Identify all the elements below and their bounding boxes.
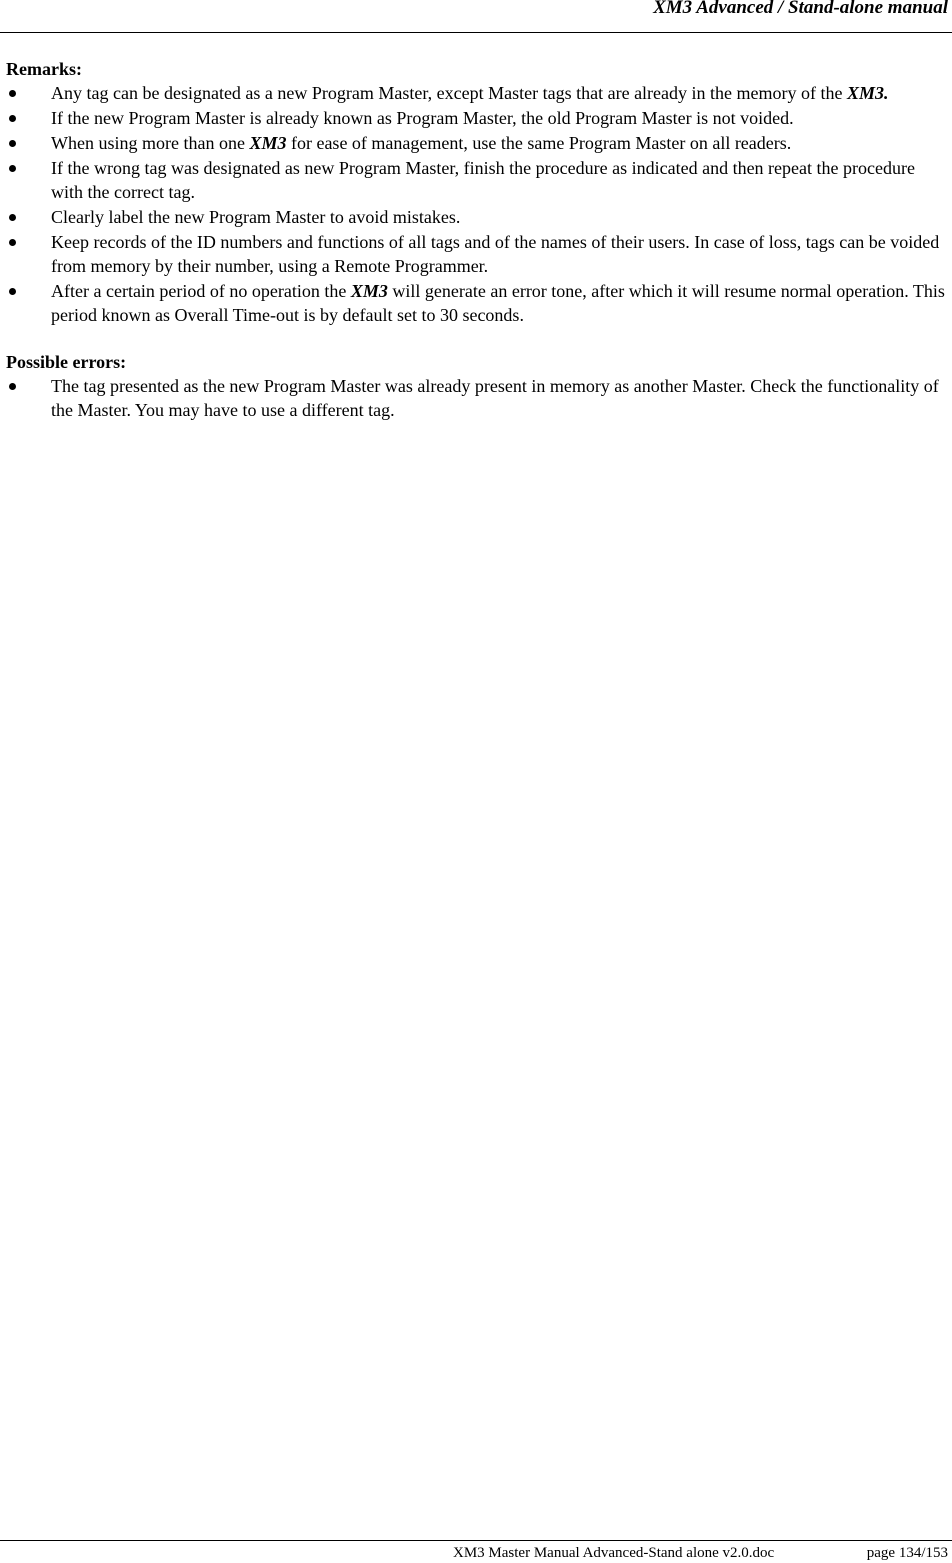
list-item (6, 81, 946, 105)
header-divider (0, 32, 952, 33)
footer-document-name: XM3 Master Manual Advanced-Stand alone v2.0.doc (453, 1545, 775, 1561)
bullet-icon (9, 140, 16, 147)
product-name: XM3. (847, 83, 889, 103)
list-item-text: The tag presented as the new Program Master was already present in memory as another Master. Check the functionality of the Master. You may have to use a different tag. (51, 376, 939, 420)
bullet-icon (9, 383, 16, 390)
footer-page-number: page 134/153 (866, 1545, 948, 1561)
list-item-text: for ease of management, use the same Program Master on all readers. (286, 133, 792, 153)
bullet-icon (9, 165, 16, 172)
list-item (6, 106, 946, 130)
errors-heading: Possible errors: (6, 352, 127, 372)
product-name: XM3 (350, 281, 388, 301)
list-item-text: Keep records of the ID numbers and functions of all tags and of the names of their users. In case of loss, tags can be voided from memory by their number, using a Remote Programmer. (51, 232, 940, 276)
bullet-icon (9, 90, 16, 97)
list-item (6, 279, 946, 327)
bullet-icon (9, 115, 16, 122)
list-item-text: If the wrong tag was designated as new Program Master, finish the procedure as indicated and then repeat the procedure with the correct tag. (51, 158, 915, 202)
remarks-section (6, 57, 946, 328)
product-name: XM3 (249, 133, 287, 153)
list-item-text: will generate an error tone, after which it will resume normal operation. This period known as Overall Time-out is by default set to 30 seconds. (51, 281, 945, 325)
list-item-text: After a certain period of no operation the (51, 281, 351, 301)
list-item (6, 205, 946, 229)
footer-divider (0, 1540, 952, 1541)
list-item-text: If the new Program Master is already known as Program Master, the old Program Master is not voided. (51, 108, 794, 128)
bullet-icon (9, 239, 16, 246)
remarks-list (6, 81, 946, 327)
remarks-heading: Remarks: (6, 59, 82, 79)
bullet-icon (9, 214, 16, 221)
bullet-icon (9, 288, 16, 295)
errors-section (6, 350, 946, 423)
list-item (6, 156, 946, 204)
list-item-text: Clearly label the new Program Master to avoid mistakes. (51, 207, 461, 227)
list-item (6, 230, 946, 278)
list-item (6, 374, 946, 422)
errors-list (6, 374, 946, 422)
running-header-title: XM3 Advanced / Stand-alone manual (653, 0, 948, 18)
list-item-text: When using more than one (51, 133, 250, 153)
list-item (6, 131, 946, 155)
list-item-text: Any tag can be designated as a new Program Master, except Master tags that are already in the memory of the (51, 83, 847, 103)
